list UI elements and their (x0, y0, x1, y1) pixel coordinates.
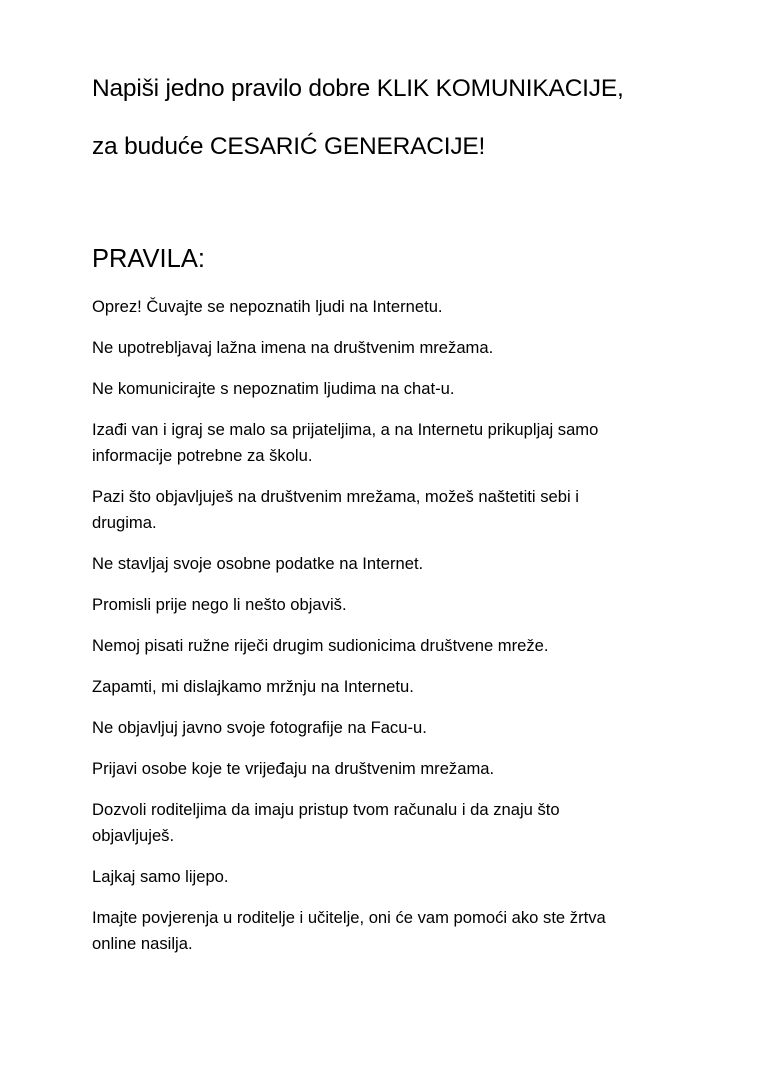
rule-item: Dozvoli roditeljima da imaju pristup tvom računalu i da znaju što objavljuješ. (92, 800, 560, 845)
rule-item: Ne upotrebljavaj lažna imena na društvenim mrežama. (92, 338, 494, 357)
rule-item: Promisli prije nego li nešto objaviš. (92, 595, 347, 614)
rules-list (92, 294, 702, 972)
rule-item: Ne komunicirajte s nepoznatim ljudima na chat-u. (92, 379, 455, 398)
rule-item: Imajte povjerenja u roditelje i učitelje, oni će vam pomoći ako ste žrtva online nasilja. (92, 908, 606, 953)
title-line-1: Napiši jedno pravilo dobre KLIK KOMUNIKACIJE, (92, 75, 624, 102)
rule-item: Ne stavljaj svoje osobne podatke na Internet. (92, 554, 424, 573)
rule-item: Nemoj pisati ružne riječi drugim sudionicima društvene mreže. (92, 636, 549, 655)
rule-item: Oprez! Čuvajte se nepoznatih ljudi na Internetu. (92, 297, 443, 316)
title-line-2: za buduće CESARIĆ GENERACIJE! (92, 133, 486, 160)
rule-item: Lajkaj samo lijepo. (92, 867, 229, 886)
rule-item: Prijavi osobe koje te vrijeđaju na društvenim mrežama. (92, 759, 495, 778)
rules-heading: PRAVILA: (92, 245, 205, 273)
rule-item: Izađi van i igraj se malo sa prijateljima, a na Internetu prikupljaj samo informacije potrebne za školu. (92, 420, 599, 465)
rule-item: Zapamti, mi dislajkamo mržnju na Internetu. (92, 677, 414, 696)
rule-item: Pazi što objavljuješ na društvenim mrežama, možeš naštetiti sebi i drugima. (92, 487, 579, 532)
rule-item: Ne objavljuj javno svoje fotografije na Facu-u. (92, 718, 427, 737)
